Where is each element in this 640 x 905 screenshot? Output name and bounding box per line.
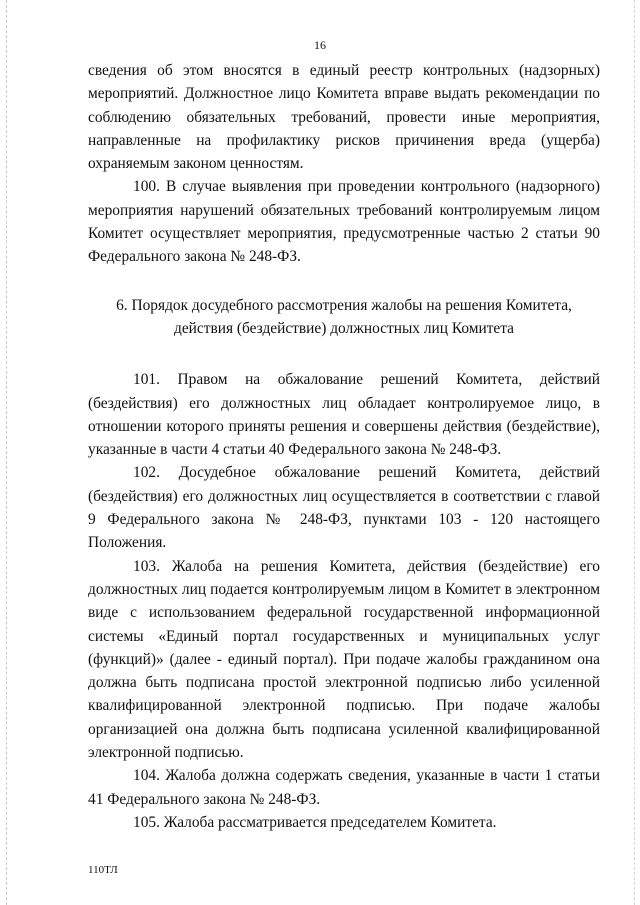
page-number: 16 bbox=[314, 38, 326, 52]
paragraph-101: 101. Правом на обжалование решений Комитета, действий (бездействия) его должностных лиц обладает контролируемое лицо, в отношении которого приняты решения и совершены действия (бездействие), указанные в части 4 статьи 40 Федерального закона № 248-ФЗ. bbox=[88, 371, 600, 459]
paragraph-104: 104. Жалоба должна содержать сведения, указанные в части 1 статьи 41 Федерального закона № 248-ФЗ. bbox=[88, 767, 600, 808]
paragraph-105: 105. Жалоба рассматривается председателем Комитета. bbox=[133, 813, 497, 831]
paragraph-continuation: сведения об этом вносятся в единый реестр контрольных (надзорных) мероприятий. Должностное лицо Комитета вправе выдать рекомендации по соблюдению обязательных требований, провести иные мероприятия, направленные на профилактику рисков причинения вреда (ущерба) охраняемым законом ценностям. bbox=[88, 62, 600, 173]
footer-code: 110ТЛ bbox=[88, 864, 118, 876]
section-heading-line-1: 6. Порядок досудебного рассмотрения жалобы на решения Комитета, bbox=[116, 296, 572, 314]
page-edge-right bbox=[634, 0, 636, 905]
section-heading bbox=[88, 294, 600, 341]
paragraph-103: 103. Жалоба на решения Комитета, действия (бездействие) его должностных лиц подается контролируемым лицом в Комитет в электронном виде с использованием федеральной государственной информационной системы «Единый портал государственных и муниципальных услуг (функций)» (далее - единый портал). При подаче жалобы гражданином она должна быть подписана простой электронной подписью либо усиленной квалифицированной электронной подписью. При подаче жалобы организацией она должна быть подписана усиленной квалифицированной электронной подписью. bbox=[88, 557, 600, 762]
document-body bbox=[88, 59, 600, 834]
paragraph-100: 100. В случае выявления при проведении контрольного (надзорного) мероприятия нарушений обязательных требований контролируемым лицом Комитет осуществляет мероприятия, предусмотренные частью 2 статьи 90 Федерального закона № 248-ФЗ. bbox=[88, 178, 600, 266]
page-edge-left bbox=[6, 0, 8, 905]
section-heading-line-2: действия (бездействие) должностных лиц Комитета bbox=[173, 319, 515, 337]
paragraph-102: 102. Досудебное обжалование решений Комитета, действий (бездействия) его должностных лиц осуществляется в соответствии с главой 9 Федерального закона № 248-ФЗ, пунктами 103 - 120 настоящего Положения. bbox=[88, 464, 600, 552]
